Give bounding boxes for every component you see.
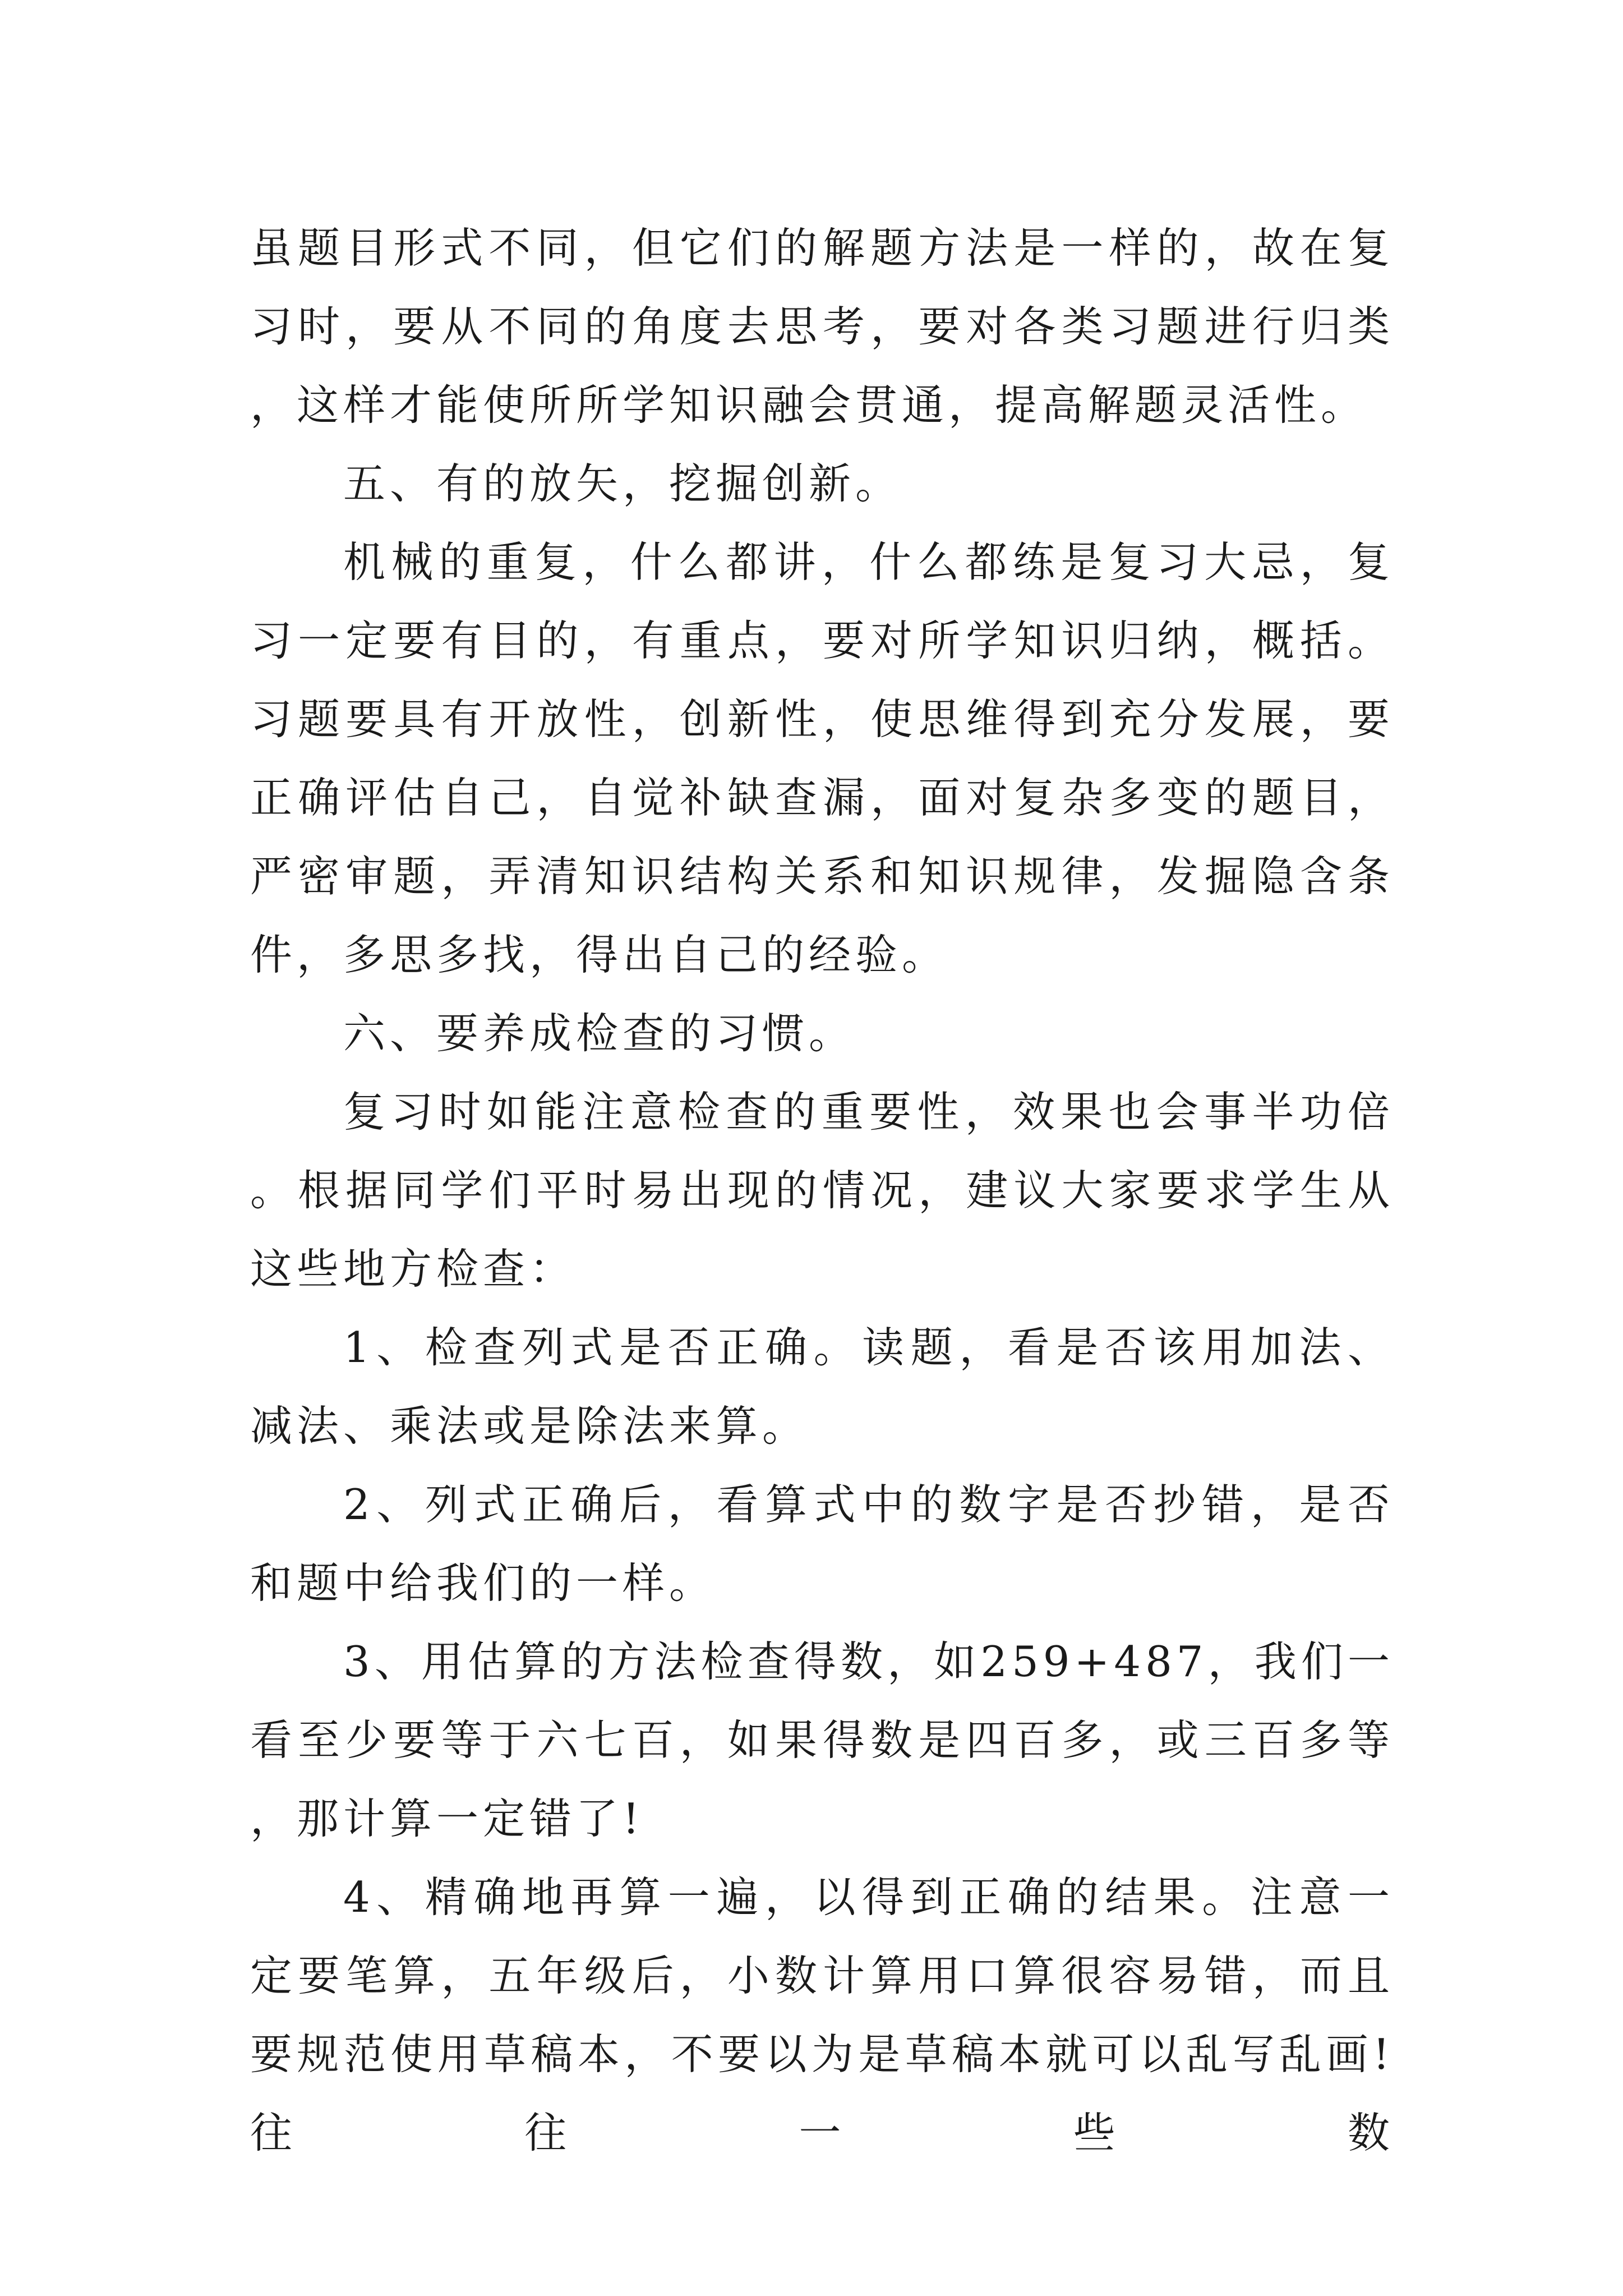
list-item-2: 2、列式正确后，看算式中的数字是否抄错，是否和题中给我们的一样。 <box>250 1480 1394 1608</box>
paragraph-5: 复习时如能注意检查的重要性，效果也会事半功倍。根据同学们平时易出现的情况，建议大家要求学生从这些地方检查： <box>250 1087 1394 1294</box>
list-item-4: 4、精确地再算一遍，以得到正确的结果。注意一定要笔算，五年级后，小数计算用口算很容易错，而且要规范使用草稿本，不要以为是草稿本就可以乱写乱画!往往一些数 <box>250 1872 1394 2157</box>
section-heading-6: 六、要养成检查的习惯。 <box>343 1009 856 1058</box>
document-body <box>250 209 1394 2172</box>
list-item-3: 3、用估算的方法检查得数，如259+487，我们一看至少要等于六七百，如果得数是四百多，或三百多等，那计算一定错了! <box>250 1637 1394 1843</box>
list-item-1: 1、检查列式是否正确。读题，看是否该用加法、减法、乘法或是除法来算。 <box>250 1323 1394 1451</box>
paragraph-1: 虽题目形式不同，但它们的解题方法是一样的，故在复习时，要从不同的角度去思考，要对各类习题进行归类，这样才能使所所学知识融会贯通，提高解题灵活性。 <box>250 223 1394 430</box>
section-heading-5: 五、有的放矢，挖掘创新。 <box>343 459 902 508</box>
paragraph-3: 机械的重复，什么都讲，什么都练是复习大忌，复习一定要有目的，有重点，要对所学知识归纳，概括。习题要具有开放性，创新性，使思维得到充分发展，要正确评估自己，自觉补缺查漏，面对复杂多变的题目，严密审题，弄清知识结构关系和知识规律，发掘隐含条件，多思多找，得出自己的经验。 <box>250 537 1394 979</box>
